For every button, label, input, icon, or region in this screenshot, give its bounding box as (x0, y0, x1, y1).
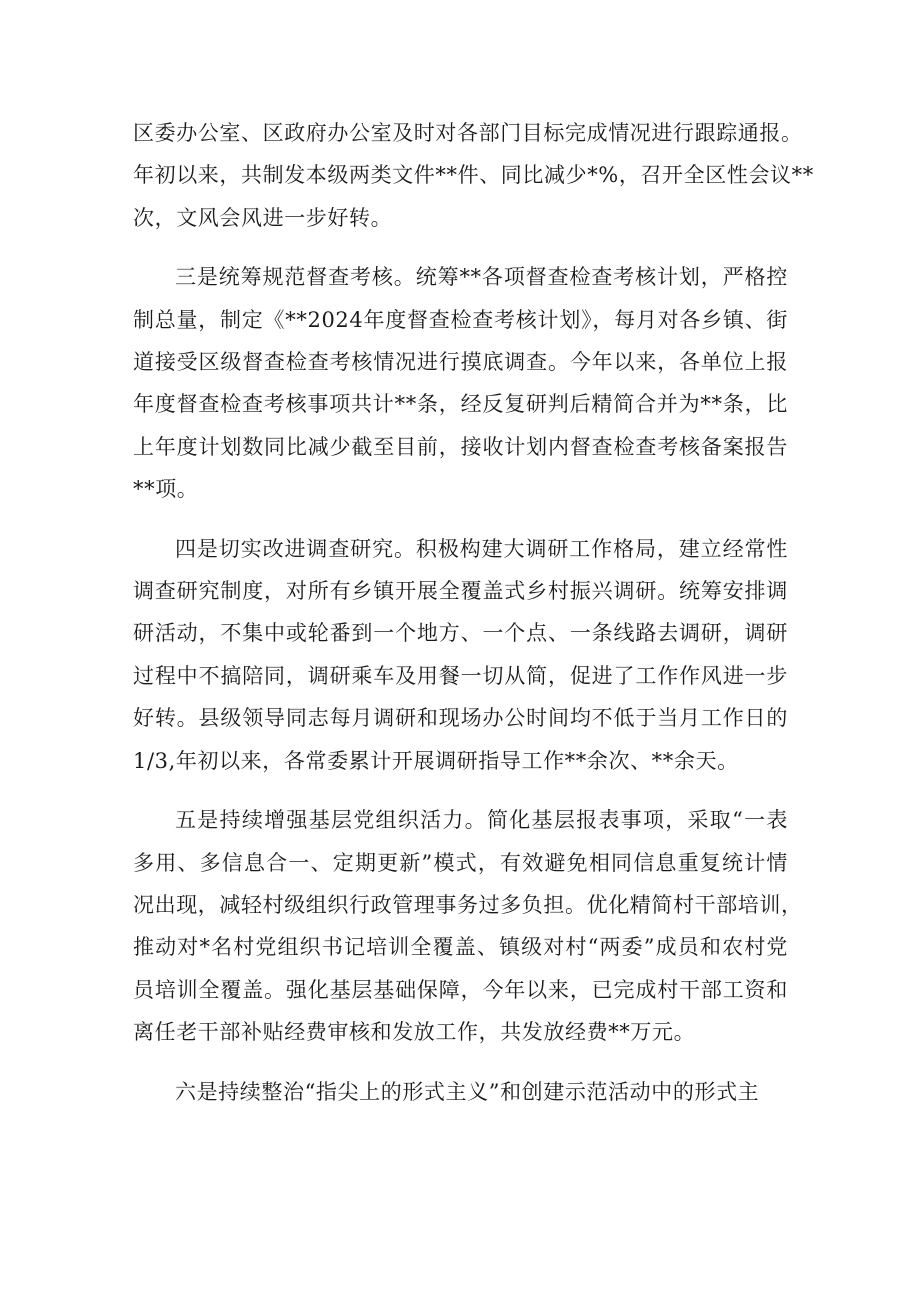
text-line: 调查研究制度，对所有乡镇开展全覆盖式乡村振兴调研。统筹安排调 (133, 579, 788, 604)
text-line: 过程中不搞陪同，调研乘车及用餐一切从简，促进了工作作风进一步 (133, 663, 788, 688)
text-line: 次，文风会风进一步好转。 (133, 205, 393, 230)
text-line: 好转。县级领导同志每月调研和现场办公时间均不低于当月工作日的 (133, 706, 788, 731)
text-line: 五是持续增强基层党组织活力。简化基层报表事项，采取“一表 (175, 808, 788, 833)
text-line: 区委办公室、区政府办公室及时对各部门目标完成情况进行跟踪通报。 (133, 121, 803, 145)
text-line: 年度督查检查考核事项共计**条，经反复研判后精简合并为**条，比 (133, 392, 788, 417)
paragraph-4 (133, 799, 803, 1053)
text-line: 制总量，制定《**2024年度督查检查考核计划》，每月对各乡镇、街 (133, 307, 788, 332)
text-line: 四是切实改进调查研究。积极构建大调研工作格局，建立经常性 (175, 536, 788, 561)
text-line: 况出现，减轻村级组织行政管理事务过多负担。优化精简村干部培训， (133, 892, 803, 917)
paragraph-5 (133, 1071, 788, 1113)
text-line: 多用、多信息合一、定期更新”模式，有效避免相同信息重复统计情 (133, 850, 788, 875)
text-line: 三是统筹规范督查考核。统筹**各项督查检查考核计划，严格控 (175, 265, 788, 290)
text-line: 员培训全覆盖。强化基层基础保障，今年以来，已完成村干部工资和 (133, 977, 788, 1002)
text-line: **项。 (133, 477, 199, 502)
text-line: 推动对*名村党组织书记培训全覆盖、镇级对村“两委”成员和农村党 (133, 935, 788, 960)
text-line: 1/3,年初以来，各常委累计开展调研指导工作**余次、**余天。 (133, 748, 739, 773)
text-line: 研活动，不集中或轮番到一个地方、一个点、一条线路去调研，调研 (133, 621, 788, 646)
paragraph-1 (133, 112, 814, 239)
text-line: 道接受区级督查检查考核情况进行摸底调查。今年以来，各单位上报 (133, 350, 788, 375)
text-line: 离任老干部补贴经费审核和发放工作，共发放经费**万元。 (133, 1020, 696, 1045)
paragraph-2 (133, 256, 788, 510)
document-body (133, 112, 814, 1113)
text-line: 六是持续整治“指尖上的形式主义”和创建示范活动中的形式主 (175, 1079, 760, 1104)
text-line: 年初以来，共制发本级两类文件**件、同比减少*%，召开全区性会议** (133, 163, 814, 188)
paragraph-3 (133, 528, 788, 782)
text-line: 上年度计划数同比减少截至目前，接收计划内督查检查考核备案报告 (133, 434, 788, 459)
